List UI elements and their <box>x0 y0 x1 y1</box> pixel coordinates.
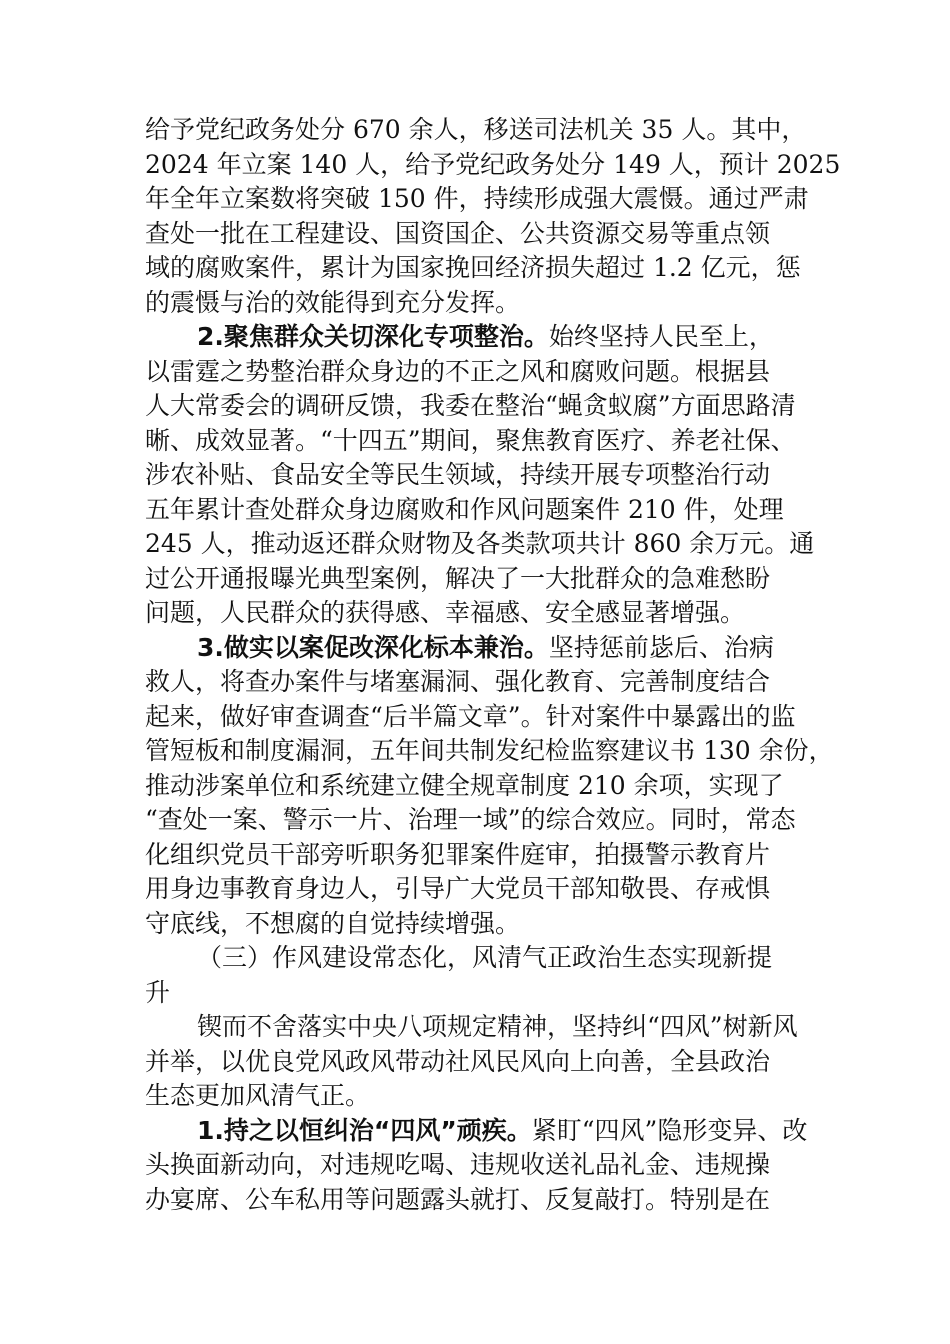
text-line: 锲而不舍落实中央八项规定精神，坚持纠“四风”树新风 <box>197 1012 798 1041</box>
paragraph-heading: 3.做实以案促改深化标本兼治。 <box>197 632 549 662</box>
text-line: 人大常委会的调研反馈，我委在整治“蝇贪蚁腐”方面思路清 <box>145 391 796 420</box>
text-line: 以雷霆之势整治群众身边的不正之风和腐败问题。根据县 <box>145 356 771 386</box>
text-line <box>145 320 845 355</box>
text-line: 晰、成效显著。“十四五”期间，聚焦教育医疗、养老社保、 <box>145 425 796 455</box>
paragraph-eight-rules <box>145 1010 845 1114</box>
paragraph-special-rectification <box>145 320 845 631</box>
paragraph-case-reform <box>145 631 845 942</box>
text-line: 生态更加风清气正。 <box>145 1081 371 1110</box>
text-line: 五年累计查处群众身边腐败和作风问题案件 210 件，处理 <box>145 494 784 524</box>
paragraph-continuation <box>145 113 845 320</box>
text-line: 头换面新动向，对违规吃喝、违规收送礼品礼金、违规操 <box>145 1150 771 1179</box>
text-line <box>145 1114 845 1149</box>
section-title-line: （三）作风建设常态化，风清气正政治生态实现新提 <box>197 943 773 972</box>
text-line: 245 人，推动返还群众财物及各类款项共计 860 余万元。通 <box>145 529 815 558</box>
paragraph-heading: 2.聚焦群众关切深化专项整治。 <box>197 322 549 351</box>
text-line: 查处一批在工程建设、国资国企、公共资源交易等重点领 <box>145 218 771 248</box>
text-line: 办宴席、公车私用等问题露头就打、反复敲打。特别是在 <box>145 1184 771 1214</box>
text-line: 并举，以优良党风政风带动社风民风向上向善，全县政治 <box>145 1046 771 1076</box>
text-line: 守底线，不想腐的自觉持续增强。 <box>145 908 521 938</box>
text-line: 推动涉案单位和系统建立健全规章制度 210 余项，实现了 <box>145 770 784 800</box>
text-line: 涉农补贴、食品安全等民生领域，持续开展专项整治行动 <box>145 460 771 489</box>
text-line: 管短板和制度漏洞，五年间共制发纪检监察建议书 130 余份， <box>145 736 834 765</box>
section-heading-3 <box>145 941 845 1010</box>
text-line <box>145 631 845 666</box>
heading-line-rest: 坚持惩前毖后、治病 <box>548 632 774 662</box>
text-line: 用身边事教育身边人，引导广大党员干部知敬畏、存戒惧 <box>145 874 771 903</box>
text-line: 的震慑与治的效能得到充分发挥。 <box>145 287 521 317</box>
paragraph-heading: 1.持之以恒纠治“四风”顽疾。 <box>197 1115 532 1145</box>
text-line: 化组织党员干部旁听职务犯罪案件庭审，拍摄警示教育片 <box>145 839 771 869</box>
text-line: 救人，将查办案件与堵塞漏洞、强化教育、完善制度结合 <box>145 667 771 696</box>
text-line: 域的腐败案件，累计为国家挽回经济损失超过 1.2 亿元，惩 <box>145 253 801 282</box>
text-line: 起来，做好审查调查“后半篇文章”。针对案件中暴露出的监 <box>145 701 796 731</box>
text-line: 过公开通报曝光典型案例，解决了一大批群众的急难愁盼 <box>145 563 771 593</box>
section-title-line: 升 <box>145 977 171 1007</box>
paragraph-four-winds <box>145 1114 845 1218</box>
text-line: 2024 年立案 140 人，给予党纪政务处分 149 人，预计 2025 <box>145 149 841 179</box>
text-line: 给予党纪政务处分 670 余人，移送司法机关 35 人。其中， <box>145 115 807 144</box>
text-line: 问题，人民群众的获得感、幸福感、安全感显著增强。 <box>145 598 746 627</box>
heading-line-rest: 紧盯“四风”隐形变异、改 <box>531 1115 808 1145</box>
document-body <box>145 113 845 1217</box>
heading-line-rest: 始终坚持人民至上， <box>548 322 774 351</box>
text-line: 年全年立案数将突破 150 件，持续形成强大震慑。通过严肃 <box>145 184 809 213</box>
text-line: “查处一案、警示一片、治理一域”的综合效应。同时，常态 <box>145 805 796 834</box>
